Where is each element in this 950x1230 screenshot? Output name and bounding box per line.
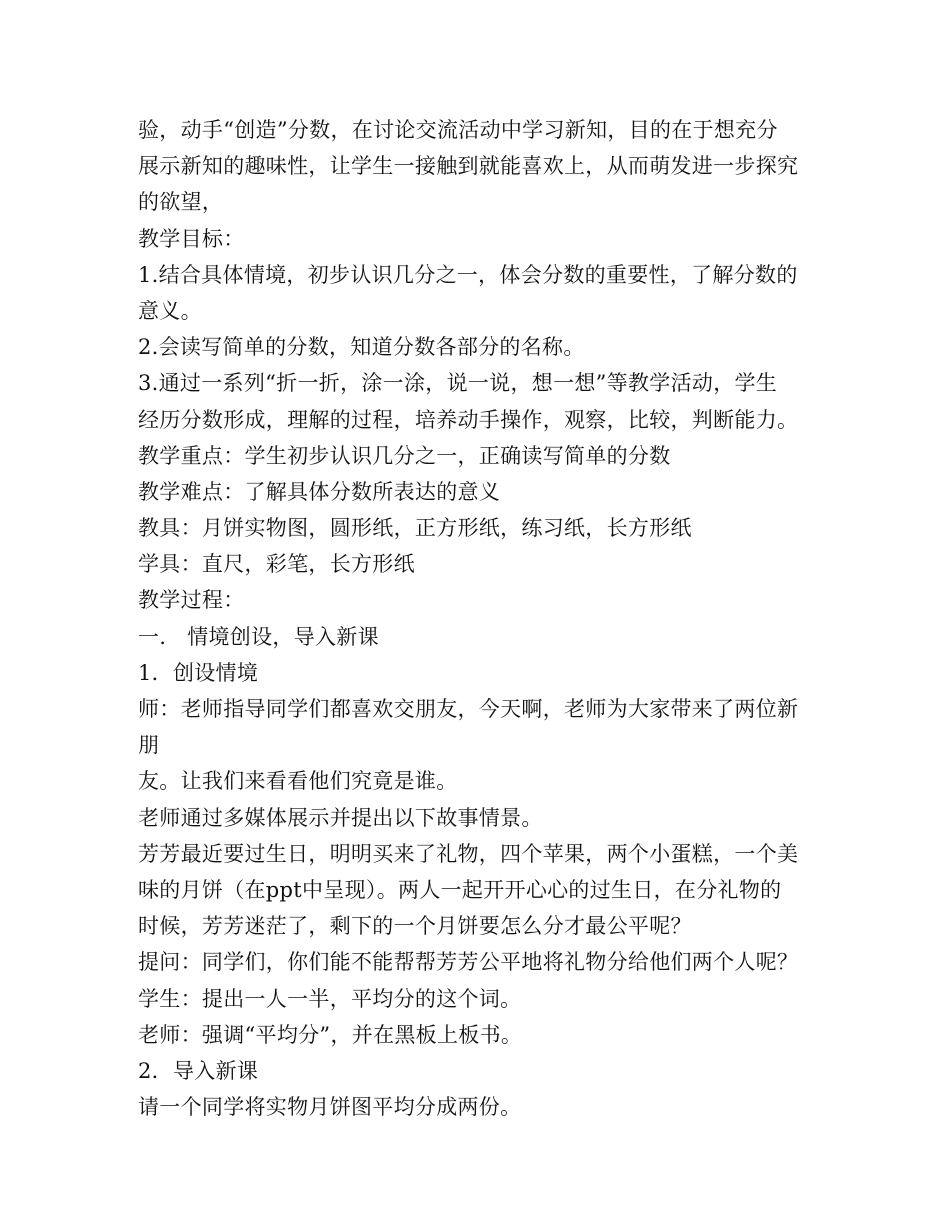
text-line: 味的月饼（在ppt中呈现）。两人一起开开心心的过生日，在分礼物的 (138, 877, 782, 902)
text-line: 学生：提出一人一半，平均分的这个词。 (138, 986, 522, 1011)
text-line: 请一个同学将实物月饼图平均分成两份。 (138, 1095, 522, 1120)
section-heading-teaching-process: 教学过程： (138, 588, 245, 613)
text-line: 老师：强调“平均分”，并在黑板上板书。 (138, 1022, 523, 1047)
text-line: 经历分数形成，理解的过程，培养动手操作，观察，比较，判断能力。 (138, 407, 799, 432)
subheading-introduce-lesson: 2．导入新课 (138, 1058, 259, 1083)
text-line: 验，动手“创造”分数，在讨论交流活动中学习新知，目的在于想充分 (138, 118, 778, 142)
section-heading-teaching-goals: 教学目标： (138, 226, 245, 251)
goal-item-3: 3.通过一系列“折一折，涂一涂，说一说，想一想”等教学活动，学生 (138, 371, 778, 396)
subheading-create-scenario: 1．创设情境 (138, 660, 259, 685)
text-line: 意义。 (138, 298, 202, 323)
text-line: 朋 (138, 733, 160, 758)
text-line: 友。让我们来看看他们究竟是谁。 (138, 769, 458, 794)
teaching-difficulty: 教学难点：了解具体分数所表达的意义 (138, 479, 501, 504)
text-line: 师：老师指导同学们都喜欢交朋友，今天啊，老师为大家带来了两位新 (138, 697, 799, 721)
student-tools: 学具：直尺，彩笔，长方形纸 (138, 552, 415, 577)
text-line: 的欲望， (138, 190, 224, 215)
text-line: 提问：同学们，你们能不能帮帮芳芳公平地将礼物分给他们两个人呢？ (138, 950, 799, 975)
teaching-aids: 教具：月饼实物图，圆形纸，正方形纸，练习纸，长方形纸 (138, 516, 692, 541)
text-line: 老师通过多媒体展示并提出以下故事情景。 (138, 805, 543, 830)
goal-item-1: 1.结合具体情境，初步认识几分之一，体会分数的重要性，了解分数的 (138, 262, 798, 287)
text-line: 展示新知的趣味性，让学生一接触到就能喜欢上，从而萌发进一步探究 (138, 154, 799, 179)
teaching-key-point: 教学重点：学生初步认识几分之一，正确读写简单的分数 (138, 443, 671, 468)
text-line: 芳芳最近要过生日，明明买来了礼物，四个苹果，两个小蛋糕，一个美 (138, 841, 799, 866)
text-line: 时候，芳芳迷茫了，剩下的一个月饼要怎么分才最公平呢？ (138, 914, 692, 939)
goal-item-2: 2.会读写简单的分数，知道分数各部分的名称。 (138, 335, 585, 360)
process-heading-1: 一. 情境创设，导入新课 (138, 624, 379, 649)
document-body (138, 112, 818, 1125)
